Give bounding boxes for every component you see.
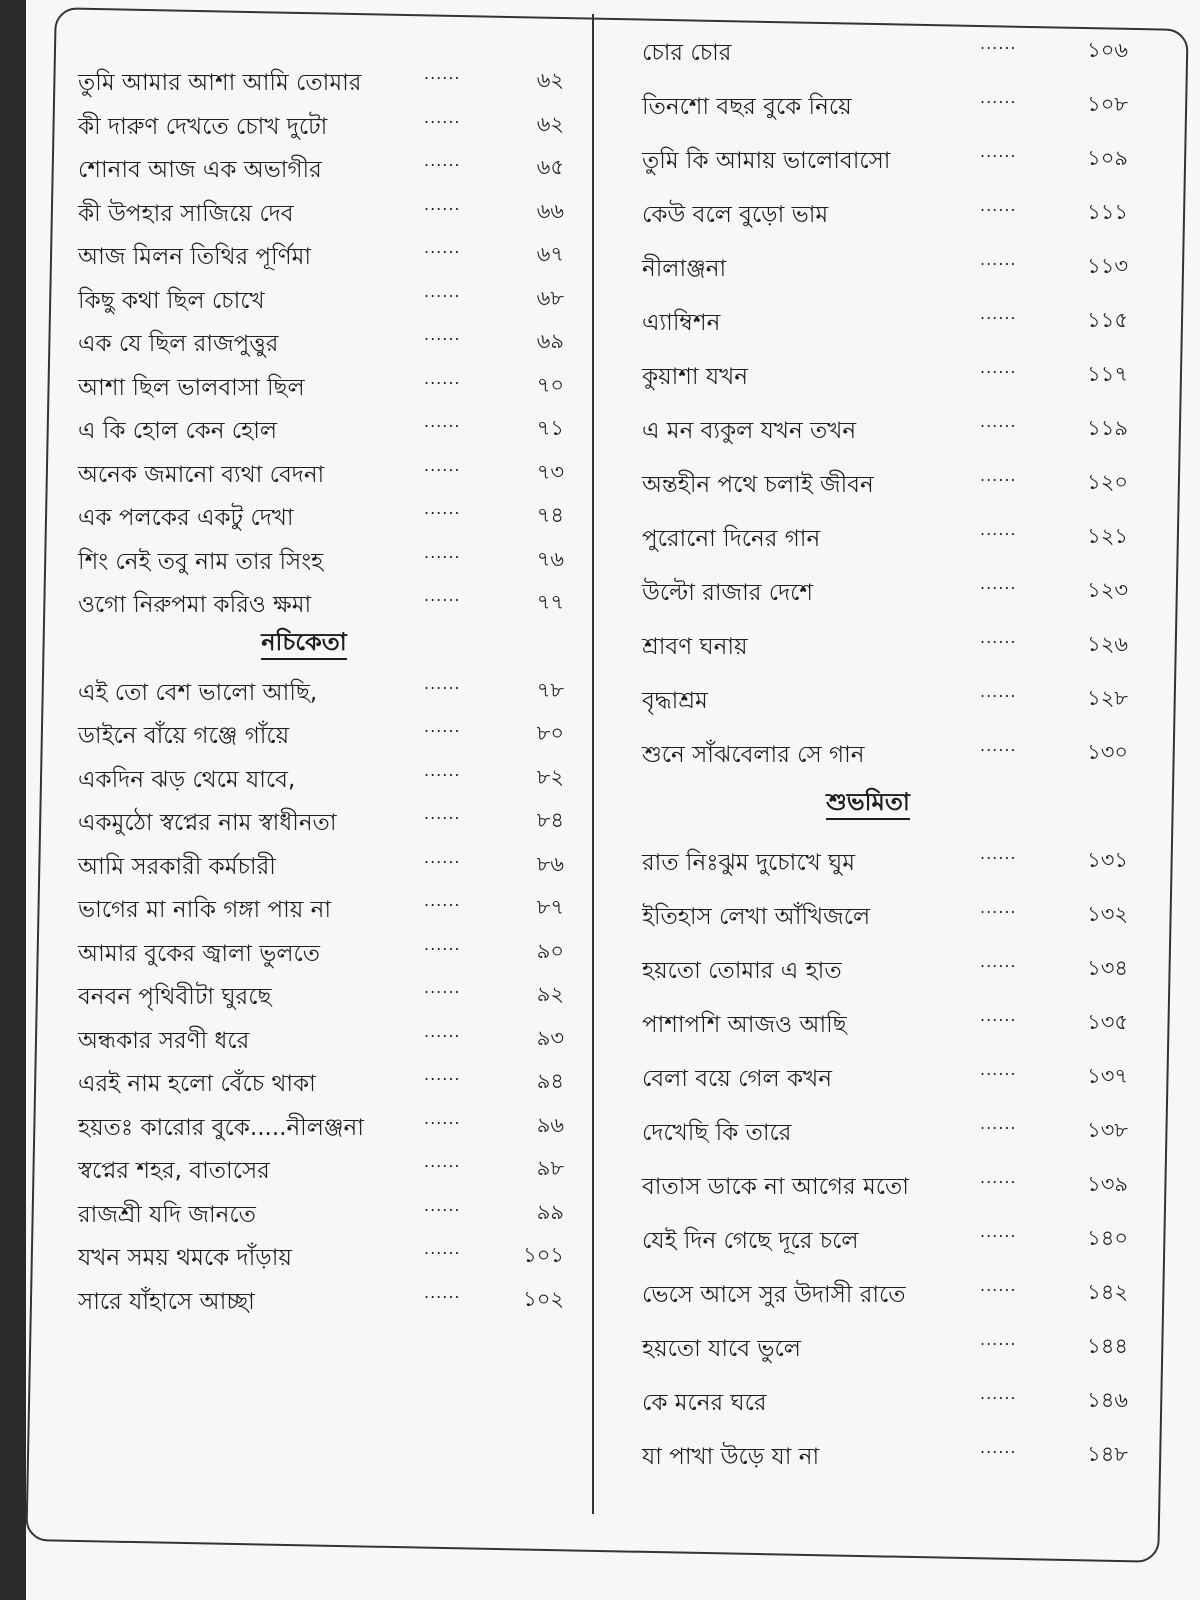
toc-entry	[44, 580, 564, 618]
entry-title: ওগো নিরুপমা করিও ক্ষমা	[78, 592, 312, 618]
toc-entry	[44, 711, 564, 749]
entry-title: কেউ বলে বুড়ো ভাম	[642, 202, 829, 228]
entry-page-number: ১৪৬	[1087, 1388, 1128, 1412]
entry-page-number: ১১১	[1087, 200, 1128, 224]
entry-page-number: ১০৬	[1087, 38, 1128, 62]
leader-dots: ......	[980, 1060, 1017, 1079]
entry-page-number: ৭০	[536, 372, 564, 397]
toc-entry	[44, 493, 564, 531]
leader-dots: ......	[980, 1168, 1017, 1187]
book-page	[26, 0, 1200, 1600]
toc-entry	[608, 1000, 1128, 1038]
toc-entry	[44, 276, 564, 314]
entry-page-number: ৮৪	[536, 808, 564, 832]
leader-dots: ......	[980, 412, 1017, 431]
entry-page-number: ৬২	[536, 68, 564, 92]
leader-dots: ......	[980, 628, 1017, 647]
leader-dots: ......	[424, 760, 461, 780]
entry-title: রাত নিঃঝুম দুচোখে ঘুম	[642, 850, 855, 876]
leader-dots: ......	[980, 1276, 1017, 1295]
leader-dots: ......	[424, 107, 461, 127]
entry-page-number: ৮০	[536, 721, 564, 745]
toc-entry	[44, 842, 564, 880]
entry-page-number: ১৩৫	[1087, 1010, 1128, 1034]
toc-entry	[44, 450, 564, 488]
leader-dots: ......	[424, 1152, 461, 1171]
leader-dots: ......	[424, 1021, 461, 1041]
toc-entry	[608, 1162, 1128, 1200]
leader-dots: ......	[424, 978, 461, 997]
entry-page-number: ১২০	[1087, 470, 1128, 494]
entry-page-number: ১৩২	[1087, 902, 1128, 926]
entry-page-number: ১০১	[523, 1243, 564, 1267]
entry-title: সারে যাঁহাসে আচ্ছা	[78, 1288, 255, 1315]
entry-page-number: ৮৬	[536, 851, 564, 876]
entry-page-number: ১৪৮	[1087, 1442, 1128, 1466]
entry-title: এক যে ছিল রাজপুত্তুর	[78, 331, 279, 357]
leader-dots: ......	[980, 358, 1017, 377]
toc-entry	[608, 676, 1128, 714]
leader-dots: ......	[424, 847, 461, 867]
entry-page-number: ৬৭	[536, 242, 564, 266]
toc-entry	[44, 885, 564, 923]
entry-title: নীলাঞ্জনা	[642, 256, 727, 282]
leader-dots: ......	[980, 250, 1017, 269]
entry-title: পুরোনো দিনের গান	[642, 526, 821, 552]
leader-dots: ......	[424, 1065, 461, 1084]
entry-page-number: ৯৪	[536, 1069, 564, 1093]
entry-page-number: ৬৫	[536, 155, 564, 179]
entry-title: আমি সরকারী কর্মচারী	[78, 853, 276, 880]
entry-title: আশা ছিল ভালবাসা ছিল	[78, 374, 305, 401]
entry-title: রাজশ্রী যদি জানতে	[78, 1201, 256, 1228]
entry-title: এক পলকের একটু দেখা	[78, 505, 294, 531]
entry-page-number: ১০৮	[1087, 92, 1128, 116]
entry-page-number: ৯৯	[536, 1199, 564, 1224]
leader-dots: ......	[980, 142, 1017, 161]
leader-dots: ......	[980, 88, 1017, 107]
entry-title: ডাইনে বাঁয়ে গঞ্জে গাঁয়ে	[78, 723, 290, 749]
entry-page-number: ৮২	[536, 764, 564, 789]
toc-entry	[608, 82, 1128, 120]
entry-title: দেখেছি কি তারে	[642, 1120, 792, 1146]
leader-dots: ......	[424, 1108, 461, 1128]
entry-title: এরই নাম হলো বেঁচে থাকা	[78, 1071, 316, 1097]
toc-entry	[608, 946, 1128, 984]
toc-entry	[44, 972, 564, 1010]
toc-entry	[608, 622, 1128, 660]
entry-title: হয়তঃ কারোর বুকে.....নীলঞ্জনা	[78, 1114, 364, 1141]
entry-title: ভেসে আসে সুর উদাসী রাতে	[642, 1282, 906, 1308]
entry-page-number: ১২৬	[1087, 632, 1128, 656]
entry-title: আমার বুকের জ্বালা ভুলতে	[78, 940, 320, 967]
entry-page-number: ৮৭	[536, 895, 564, 919]
toc-entry	[608, 514, 1128, 552]
entry-title: বেলা বয়ে গেল কখন	[642, 1066, 832, 1092]
leader-dots: ......	[424, 804, 461, 823]
leader-dots: ......	[980, 682, 1017, 701]
leader-dots: ......	[424, 542, 461, 562]
entry-page-number: ১১৫	[1087, 308, 1128, 332]
leader-dots: ......	[424, 934, 461, 954]
leader-dots: ......	[980, 196, 1017, 215]
leader-dots: ......	[424, 1239, 461, 1258]
toc-entry	[44, 145, 564, 183]
entry-page-number: ১৩৪	[1087, 956, 1128, 980]
toc-entry	[608, 1270, 1128, 1308]
leader-dots: ......	[424, 1195, 461, 1215]
section-heading-text: শুভমিতা	[826, 788, 910, 820]
entry-title: বাতাস ডাকে না আগের মতো	[642, 1174, 909, 1200]
toc-entry	[44, 755, 564, 793]
toc-entry	[44, 798, 564, 836]
entry-title: এ মন ব্যকুল যখন তখন	[642, 418, 857, 444]
entry-page-number: ১৩১	[1087, 848, 1128, 872]
entry-page-number: ১৩৭	[1087, 1064, 1128, 1088]
section-heading	[608, 784, 1128, 824]
entry-title: ভাগের মা নাকি গঙ্গা পায় না	[78, 897, 332, 923]
entry-page-number: ৭৭	[536, 590, 564, 614]
toc-entry	[608, 730, 1128, 768]
toc-entry	[44, 58, 564, 96]
toc-entry	[44, 1103, 564, 1141]
entry-page-number: ১৪৪	[1087, 1334, 1128, 1358]
leader-dots: ......	[424, 368, 461, 388]
toc-entry	[608, 1324, 1128, 1362]
entry-page-number: ১৪০	[1087, 1226, 1128, 1250]
entry-page-number: ৯৬	[536, 1112, 564, 1137]
leader-dots: ......	[980, 1222, 1017, 1241]
leader-dots: ......	[980, 1438, 1017, 1457]
leader-dots: ......	[980, 1384, 1017, 1403]
entry-title: শিং নেই তবু নাম তার সিংহ	[78, 548, 324, 575]
leader-dots: ......	[980, 304, 1017, 323]
entry-page-number: ১০২	[523, 1286, 564, 1311]
entry-title: কী দারুণ দেখতে চোখ দুটো	[78, 113, 328, 140]
toc-entry	[44, 102, 564, 140]
entry-title: চোর চোর	[642, 40, 732, 66]
entry-page-number: ৯২	[536, 982, 564, 1006]
entry-title: স্বপ্নের শহর, বাতাসের	[78, 1158, 270, 1184]
entry-title: অনেক জমানো ব্যথা বেদনা	[78, 461, 325, 488]
leader-dots: ......	[980, 736, 1017, 755]
entry-title: পাশাপশি আজও আছি	[642, 1012, 847, 1038]
toc-entry	[44, 1059, 564, 1097]
section-heading-text: নচিকেতা	[261, 628, 347, 660]
leader-dots: ......	[424, 151, 461, 170]
entry-page-number: ৯৮	[536, 1156, 564, 1180]
leader-dots: ......	[980, 1114, 1017, 1133]
leader-dots: ......	[424, 1282, 461, 1302]
toc-entry	[44, 668, 564, 706]
entry-title: যখন সময় থমকে দাঁড়ায়	[78, 1245, 292, 1271]
entry-page-number: ১১৯	[1087, 416, 1128, 440]
entry-page-number: ১০৯	[1087, 146, 1128, 170]
toc-entry	[608, 1108, 1128, 1146]
entry-page-number: ১৩৯	[1087, 1172, 1128, 1196]
toc-entry	[608, 892, 1128, 930]
leader-dots: ......	[424, 194, 461, 214]
toc-entry	[608, 352, 1128, 390]
entry-title: তুমি কি আমায় ভালোবাসো	[642, 148, 891, 174]
toc-entry	[44, 537, 564, 575]
section-heading	[44, 624, 564, 664]
entry-title: হয়তো তোমার এ হাত	[642, 958, 842, 984]
entry-title: এ্যাম্বিশন	[642, 310, 721, 336]
entry-page-number: ৬৬	[536, 198, 564, 223]
entry-title: শোনাব আজ এক অভাগীর	[78, 157, 322, 183]
leader-dots: ......	[424, 499, 461, 518]
leader-dots: ......	[424, 281, 461, 301]
leader-dots: ......	[424, 64, 461, 83]
leader-dots: ......	[424, 673, 461, 693]
toc-entry	[608, 460, 1128, 498]
entry-page-number: ১১৭	[1087, 362, 1128, 386]
entry-page-number: ১২৩	[1087, 578, 1128, 602]
entry-page-number: ১১৩	[1087, 254, 1128, 278]
leader-dots: ......	[424, 891, 461, 910]
leader-dots: ......	[980, 34, 1017, 53]
leader-dots: ......	[424, 325, 461, 344]
column-divider	[592, 14, 594, 1514]
entry-title: শ্রাবণ ঘনায়	[642, 634, 748, 660]
toc-entry	[608, 1054, 1128, 1092]
entry-title: তিনশো বছর বুকে নিয়ে	[642, 94, 852, 120]
entry-title: শুনে সাঁঝবেলার সে গান	[642, 742, 865, 768]
toc-entry	[44, 189, 564, 227]
leader-dots: ......	[980, 466, 1017, 485]
entry-page-number: ৭৮	[536, 677, 564, 702]
entry-title: তুমি আমার আশা আমি তোমার	[78, 70, 362, 96]
entry-page-number: ৭৪	[536, 503, 564, 527]
entry-page-number: ৬৮	[536, 285, 564, 310]
toc-entry	[44, 1277, 564, 1315]
entry-page-number: ৯০	[536, 938, 564, 963]
entry-title: কী উপহার সাজিয়ে দেব	[78, 200, 294, 227]
entry-page-number: ১২৮	[1087, 686, 1128, 710]
toc-entry	[44, 232, 564, 270]
entry-title: যেই দিন গেছে দূরে চলে	[642, 1228, 859, 1254]
entry-page-number: ৯৩	[536, 1025, 564, 1050]
toc-entry	[44, 1233, 564, 1271]
leader-dots: ......	[980, 1006, 1017, 1025]
entry-title: উল্টো রাজার দেশে	[642, 580, 814, 606]
entry-title: যা পাখা উড়ে যা না	[642, 1444, 820, 1470]
entry-title: এই তো বেশ ভালো আছি,	[78, 679, 318, 706]
toc-entry	[44, 1146, 564, 1184]
toc-entry	[608, 190, 1128, 228]
leader-dots: ......	[424, 586, 461, 605]
entry-page-number: ৬৯	[536, 329, 564, 353]
entry-title: কিছু কথা ছিল চোখে	[78, 287, 265, 314]
entry-page-number: ১৪২	[1087, 1280, 1128, 1304]
entry-title: বৃদ্ধাশ্রম	[642, 688, 708, 714]
toc-entry	[608, 1378, 1128, 1416]
toc-entry	[608, 1216, 1128, 1254]
leader-dots: ......	[424, 717, 461, 736]
toc-entry	[44, 1016, 564, 1054]
leader-dots: ......	[980, 898, 1017, 917]
entry-page-number: ৭৬	[536, 546, 564, 571]
toc-entry	[608, 406, 1128, 444]
leader-dots: ......	[980, 520, 1017, 539]
entry-title: আজ মিলন তিথির পূর্ণিমা	[78, 244, 312, 270]
entry-title: অন্তহীন পথে চলাই জীবন	[642, 472, 874, 498]
toc-entry	[608, 28, 1128, 66]
entry-title: ইতিহাস লেখা আঁখিজলে	[642, 904, 871, 930]
toc-entry	[608, 136, 1128, 174]
toc-entry	[608, 568, 1128, 606]
leader-dots: ......	[980, 574, 1017, 593]
entry-page-number: ১৩৮	[1087, 1118, 1128, 1142]
entry-title: অন্ধকার সরণী ধরে	[78, 1027, 250, 1054]
toc-entry	[608, 838, 1128, 876]
toc-entry	[608, 244, 1128, 282]
leader-dots: ......	[980, 844, 1017, 863]
entry-page-number: ১২১	[1087, 524, 1128, 548]
leader-dots: ......	[980, 1330, 1017, 1349]
entry-title: এ কি হোল কেন হোল	[78, 418, 278, 444]
leader-dots: ......	[424, 412, 461, 431]
entry-title: কে মনের ঘরে	[642, 1390, 767, 1416]
leader-dots: ......	[980, 952, 1017, 971]
entry-title: হয়তো যাবে ভুলে	[642, 1336, 801, 1362]
entry-page-number: ৭১	[536, 416, 564, 440]
toc-entry	[44, 363, 564, 401]
toc-entry	[44, 1190, 564, 1228]
entry-title: একদিন ঝড় থেমে যাবে,	[78, 766, 296, 793]
entry-page-number: ৬২	[536, 111, 564, 136]
entry-page-number: ৭৩	[536, 459, 564, 484]
entry-title: কুয়াশা যখন	[642, 364, 748, 390]
entry-page-number: ১৩০	[1087, 740, 1128, 764]
toc-entry	[44, 929, 564, 967]
leader-dots: ......	[424, 238, 461, 257]
toc-entry	[608, 298, 1128, 336]
entry-title: বনবন পৃথিবীটা ঘুরছে	[78, 984, 272, 1010]
toc-entry	[44, 319, 564, 357]
entry-title: একমুঠো স্বপ্নের নাম স্বাধীনতা	[78, 810, 337, 836]
leader-dots: ......	[424, 455, 461, 475]
toc-entry	[608, 1432, 1128, 1470]
toc-entry	[44, 406, 564, 444]
